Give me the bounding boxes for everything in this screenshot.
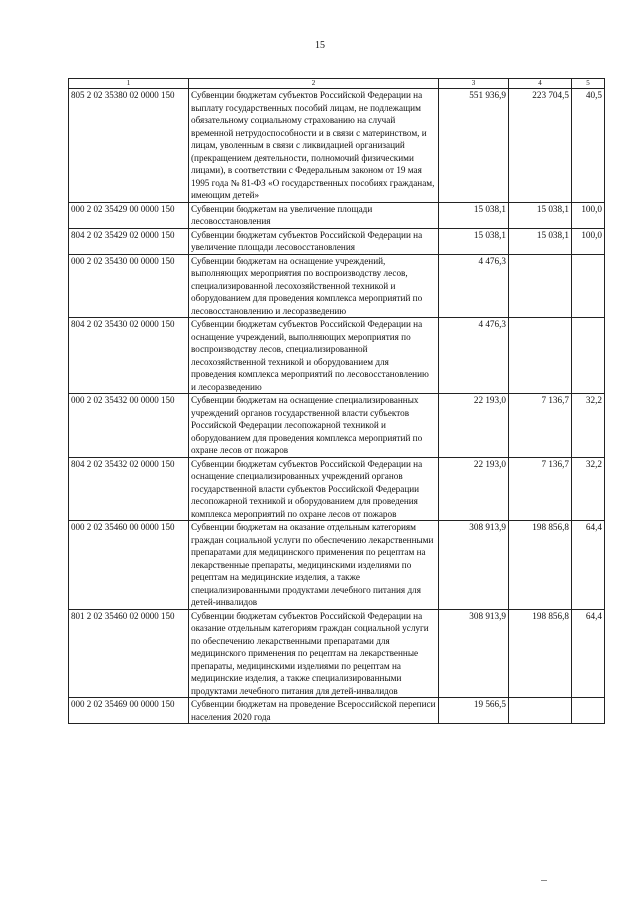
actual-amount: 198 856,8 — [509, 521, 572, 610]
plan-amount: 551 936,9 — [439, 89, 509, 203]
item-name: Субвенции бюджетам субъектов Российской Федерации на оснащение специализированных учреждений органов государственной власти субъектов Российской Федерации лесопожарной техникой и оборудованием для проведения комплекса мероприятий по охране лесов от пожаров — [189, 457, 439, 521]
execution-percent: 100,0 — [572, 228, 605, 254]
budget-code: 805 2 02 35380 02 0000 150 — [69, 89, 189, 203]
budget-code: 000 2 02 35430 00 0000 150 — [69, 254, 189, 318]
plan-amount: 308 913,9 — [439, 609, 509, 698]
page-number: 15 — [315, 40, 325, 51]
execution-percent: 32,2 — [572, 457, 605, 521]
plan-amount: 15 038,1 — [439, 228, 509, 254]
table-row — [69, 228, 605, 254]
item-name: Субвенции бюджетам на оснащение специализированных учреждений органов государственной власти субъектов Российской Федерации лесопожарной техникой и оборудованием для проведения комплекса мероприятий по охране лесов от пожаров — [189, 394, 439, 458]
budget-code: 804 2 02 35432 02 0000 150 — [69, 457, 189, 521]
execution-percent: 32,2 — [572, 394, 605, 458]
item-name: Субвенции бюджетам субъектов Российской Федерации на оказание отдельным категориям граждан социальной услуги по обеспечению лекарственными препаратами для медицинского применения по рецептам на лекарственные препараты, медицинскими изделиями по рецептам на медицинские изделия, а также специализированными продуктами лечебного питания для детей-инвалидов — [189, 609, 439, 698]
scan-artifact — [541, 880, 547, 881]
header-col-5: 5 — [572, 79, 605, 89]
plan-amount: 308 913,9 — [439, 521, 509, 610]
actual-amount: 7 136,7 — [509, 394, 572, 458]
execution-percent — [572, 698, 605, 724]
budget-code: 804 2 02 35429 02 0000 150 — [69, 228, 189, 254]
header-row — [69, 79, 605, 89]
budget-code: 000 2 02 35432 00 0000 150 — [69, 394, 189, 458]
actual-amount: 7 136,7 — [509, 457, 572, 521]
header-col-4: 4 — [509, 79, 572, 89]
budget-code: 801 2 02 35460 02 0000 150 — [69, 609, 189, 698]
table-row — [69, 521, 605, 610]
table-row — [69, 698, 605, 724]
budget-table — [68, 78, 605, 724]
item-name: Субвенции бюджетам на увеличение площади лесовосстановления — [189, 202, 439, 228]
plan-amount: 19 566,5 — [439, 698, 509, 724]
header-col-2: 2 — [189, 79, 439, 89]
plan-amount: 22 193,0 — [439, 394, 509, 458]
execution-percent — [572, 318, 605, 394]
budget-code: 000 2 02 35460 00 0000 150 — [69, 521, 189, 610]
item-name: Субвенции бюджетам субъектов Российской Федерации на выплату государственных пособий лицам, не подлежащим обязательному социальному страхованию на случай временной нетрудоспособности и в связи с материнством, и лицам, уволенным в связи с ликвидацией организаций (прекращением деятельности, полномочий физическими лицами), в соответствии с Федеральным законом от 19 мая 1995 года № 81-ФЗ «О государственных пособиях гражданам, имеющим детей» — [189, 89, 439, 203]
plan-amount: 4 476,3 — [439, 254, 509, 318]
actual-amount — [509, 318, 572, 394]
execution-percent: 64,4 — [572, 609, 605, 698]
actual-amount — [509, 254, 572, 318]
item-name: Субвенции бюджетам субъектов Российской Федерации на увеличение площади лесовосстановления — [189, 228, 439, 254]
actual-amount: 15 038,1 — [509, 228, 572, 254]
budget-code: 000 2 02 35469 00 0000 150 — [69, 698, 189, 724]
table-row — [69, 609, 605, 698]
header-col-3: 3 — [439, 79, 509, 89]
table-row — [69, 202, 605, 228]
item-name: Субвенции бюджетам субъектов Российской Федерации на оснащение учреждений, выполняющих мероприятия по воспроизводству лесов, специализированной лесохозяйственной техникой и оборудованием для проведения комплекса мероприятий по лесовосстановлению и лесоразведению — [189, 318, 439, 394]
plan-amount: 22 193,0 — [439, 457, 509, 521]
table-row — [69, 457, 605, 521]
header-col-1: 1 — [69, 79, 189, 89]
table-row — [69, 394, 605, 458]
budget-code: 804 2 02 35430 02 0000 150 — [69, 318, 189, 394]
table-row — [69, 254, 605, 318]
item-name: Субвенции бюджетам на оказание отдельным категориям граждан социальной услуги по обеспечению лекарственными препаратами для медицинского применения по рецептам на лекарственные препараты, медицинскими изделиями по рецептам на медицинские изделия, а также специализированными продуктами лечебного питания для детей-инвалидов — [189, 521, 439, 610]
item-name: Субвенции бюджетам на оснащение учреждений, выполняющих мероприятия по воспроизводству лесов, специализированной лесохозяйственной техникой и оборудованием для проведения комплекса мероприятий по лесовосстановлению и лесоразведению — [189, 254, 439, 318]
execution-percent — [572, 254, 605, 318]
item-name: Субвенции бюджетам на проведение Всероссийской переписи населения 2020 года — [189, 698, 439, 724]
table-row — [69, 318, 605, 394]
actual-amount: 15 038,1 — [509, 202, 572, 228]
budget-code: 000 2 02 35429 00 0000 150 — [69, 202, 189, 228]
execution-percent: 40,5 — [572, 89, 605, 203]
table-row — [69, 89, 605, 203]
execution-percent: 64,4 — [572, 521, 605, 610]
actual-amount: 198 856,8 — [509, 609, 572, 698]
actual-amount: 223 704,5 — [509, 89, 572, 203]
plan-amount: 15 038,1 — [439, 202, 509, 228]
actual-amount — [509, 698, 572, 724]
plan-amount: 4 476,3 — [439, 318, 509, 394]
execution-percent: 100,0 — [572, 202, 605, 228]
